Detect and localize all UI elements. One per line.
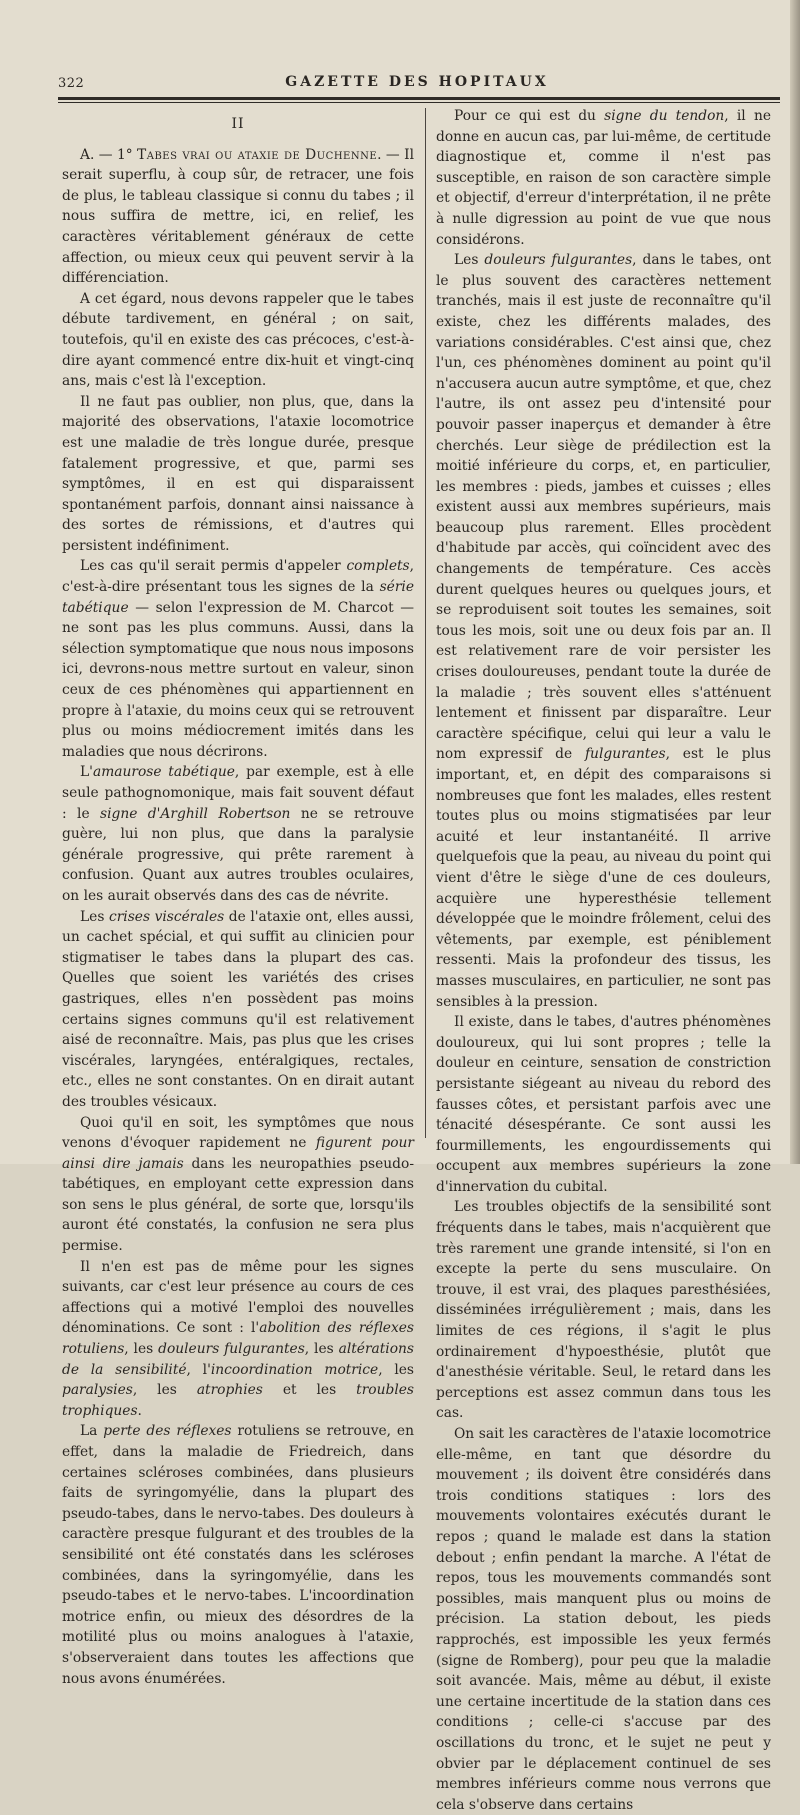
left-column — [62, 106, 414, 1689]
paragraph — [62, 392, 414, 557]
italic-text: douleurs fulgurantes — [158, 1341, 305, 1358]
text-run: A cet égard, nous devons rappeler que le tabes débute tardivement, en général ; on sait, toutefois, qu'il en existe des cas précoces, c'est-à-dire ayant commencé entre dix-huit et vingt-cinq ans, mais c'est là l'exception. — [62, 290, 414, 390]
paragraph — [436, 1424, 771, 1815]
paragraph — [62, 1113, 414, 1257]
italic-text: signe du tendon — [604, 108, 725, 124]
text-run: de l'ataxie ont, elles aussi, un cachet spécial, et qui suffit au clinicien pour stigmatiser le tabes dans la plupart des cas. Quelles que soient les variétés des crises gastriques, elles n'en possèdent pas moins certains signes communs qu'il est relativement aisé de reconnaître. Mais, pas plus que les crises viscérales, laryngées, entéralgiques, rectales, etc., elles ne sont constantes. On en dirait autant des troubles vésicaux. — [62, 908, 414, 1110]
text-run: Quoi qu'il en soit, les symptômes que nous venons d'évoquer rapidement ne — [62, 1114, 414, 1152]
text-run: , dans le tabes, ont le plus souvent des caractères nettement tranchés, mais il est juste de reconnaître qu'il existe, chez les différents malades, des variations considérables. C'est ainsi que, chez l'un, ces phénomènes dominent au point qu'il n'accusera aucun autre symptôme, et que, chez l'autre, ils ont assez peu d'intensité pour pouvoir passer inaperçus et demander à être cherchés. Leur siège de prédilection est la moitié inférieure du corps, et, en particulier, les membres : pieds, jambes et cuisses ; elles existent aussi aux membres supérieurs, mais beaucoup plus rarement. Elles procèdent d'habitude par accès, qui coïncident avec des changements de température. Ces accès durent quelques heures ou quelques jours, et se reproduisent soit toutes les semaines, soit tous les mois, soit une ou deux fois par an. Il est relativement rare de voir persister les crises douloureuses, pendant toute la durée de la maladie ; très souvent elles s'atténuent lentement et finissent par disparaître. Leur caractère spécifique, celui qui leur a valu le nom expressif de — [436, 252, 772, 763]
text-run: On sait les caractères de l'ataxie locomotrice elle-même, en tant que désordre du mouvement ; ils doivent être considérés dans trois conditions statiques : lors des mouvements volontaires exécutés durant le repos ; quand le malade est dans la station debout ; enfin pendant la marche. A l'état de repos, tous les mouvements commandés sont possibles, mais manquent plus ou moins de précision. La station debout, les pieds rapprochés, est impossible les yeux fermés (signe de Romberg), pour peu que la maladie soit avancée. Mais, même au début, il existe une certaine incertitude de la station dans ces conditions ; celle-ci s'accuse par des oscillations du tronc, et le sujet ne peut y obvier par le déplacement continuel de ses membres inférieurs comme nous verrons que cela s'observe dans certains — [436, 1426, 771, 1813]
small-caps-heading: Tabes vrai ou ataxie de Duchenne — [137, 146, 378, 163]
page-header — [58, 74, 776, 96]
text-run: , les — [304, 1341, 339, 1358]
text-run: et les — [262, 1382, 357, 1399]
column-divider — [425, 108, 426, 1138]
text-run: Il ne faut pas oublier, non plus, que, dans la majorité des observations, l'ataxie locomotrice est une maladie de très longue durée, presque fatalement progressive, et que, parmi ses symptômes, il en est qui disparaissent spontanément parfois, donnant ainsi naissance à des sortes de rémissions, et d'autres qui persistent indéfiniment. — [62, 393, 414, 554]
italic-text: atrophies — [196, 1382, 263, 1399]
italic-text: fulgurantes — [584, 746, 666, 763]
italic-text: série tabétique — [62, 579, 414, 616]
paragraph — [436, 1197, 771, 1424]
italic-text: paralysies — [62, 1382, 133, 1399]
section-number: II — [231, 116, 245, 132]
header-rule-thick — [58, 97, 780, 100]
page-edge-shadow — [790, 0, 800, 1164]
italic-text: complets — [346, 558, 410, 575]
text-run: L' — [80, 764, 93, 781]
text-run: La — [80, 1423, 104, 1440]
paragraph — [62, 556, 414, 762]
paragraph — [62, 145, 414, 289]
text-run: rotuliens se retrouve, en effet, dans la maladie de Friedreich, dans certaines scléroses combinées, dans plusieurs faits de syringomyélie, dans la plupart des pseudo-tabes, dans le nervo-tabes. Des douleurs à caractère presque fulgurant et des troubles de la sensibilité ont été constatés dans les scléroses combinées, dans la syringomyélie, dans les pseudo-tabes et le nervo-tabes. L'incoordination motrice enfin, ou mieux des désordres de la motilité plus ou moins analogues à l'ataxie, s'observeraient dans toutes les affections que nous avons énumérées. — [62, 1423, 414, 1687]
paragraph — [62, 762, 414, 906]
text-run: Les — [454, 252, 485, 269]
text-run: Il n'en est pas de même pour les signes suivants, car c'est leur présence au cours de ces affections qui a motivé l'emploi des nouvelles dénominations. Ce sont : l' — [62, 1258, 414, 1337]
text-run: Les cas qu'il serait permis d'appeler — [80, 558, 347, 575]
page-number: 322 — [58, 76, 85, 91]
paragraph — [62, 1421, 414, 1689]
italic-text: altérations de la sensibilité — [62, 1341, 414, 1378]
text-run: ne se retrouve guère, lui non plus, que dans la paralysie générale progressive, qui prête rarement à confusion. Quant aux autres troubles oculaires, on les aurait observés dans des cas de névrite. — [62, 805, 414, 904]
left-column-paragraphs — [62, 145, 414, 1690]
right-column-paragraphs — [436, 106, 771, 1815]
journal-title: GAZETTE DES HOPITAUX — [285, 74, 549, 90]
right-column — [436, 106, 771, 1815]
text-run: Pour ce qui est du — [454, 108, 605, 124]
text-run: . — Il serait superflu, à coup sûr, de retracer, une fois de plus, le tableau classique si connu du tabes ; il nous suffira de mettre, ici, en relief, les caractères véritablement généraux de cette affection, ou mieux ceux qui peuvent servir à la différenciation. — [62, 146, 414, 287]
italic-text: crises viscérales — [108, 908, 225, 925]
text-run: Les — [80, 908, 109, 925]
text-run: , par exemple, est à elle seule pathognomonique, mais fait souvent défaut : le — [62, 764, 414, 822]
text-run: — selon l'expression de M. Charcot — ne sont pas les plus communs. Aussi, dans la sélection symptomatique que nous nous imposons ici, devrons-nous mettre surtout en valeur, sinon ceux de ces phénomènes qui appartiennent en propre à l'ataxie, du moins ceux qui se retrouvent plus ou moins médiocrement imités dans les maladies que nous décrirons. — [62, 599, 414, 760]
text-run: , l' — [186, 1361, 211, 1378]
header-rule-thin — [58, 102, 780, 103]
text-run: dans les neuropathies pseudo-tabétiques, en employant cette expression dans son sens le plus général, de sorte que, lorsqu'ils auront été constatés, la confusion ne sera plus permise. — [62, 1155, 414, 1255]
italic-text: abolition des réflexes rotuliens — [62, 1320, 414, 1358]
italic-text: figurent pour ainsi dire jamais — [62, 1135, 414, 1172]
text-run: . — [137, 1402, 142, 1419]
italic-text: signe d'Arghill Robertson — [100, 805, 291, 822]
text-run: Il existe, dans le tabes, d'autres phénomènes douloureux, qui lui sont propres ; telle la douleur en ceinture, sensation de constriction persistante siégeant au niveau du rebord des fausses côtes, et persistant parfois avec une ténacité désespérante. Ce sont aussi les fourmillements, les engourdissements qui occupent aux membres supérieurs la zone d'innervation du cubital. — [436, 1014, 771, 1195]
text-run: , les — [132, 1382, 197, 1399]
text-run: , il ne donne en aucun cas, par lui-même, de certitude diagnostique et, comme il n'est pas susceptible, en raison de son caractère simple et objectif, d'erreur d'interprétation, il ne prête à nulle digression au point de vue que nous considérons. — [436, 108, 771, 248]
paragraph — [436, 1012, 771, 1197]
text-run: , les — [124, 1341, 159, 1358]
paragraph — [62, 289, 414, 392]
italic-text: troubles trophiques — [62, 1382, 414, 1419]
paragraph — [62, 1257, 414, 1422]
italic-text: perte des réflexes — [103, 1423, 232, 1440]
paragraph — [436, 250, 771, 1012]
italic-text: incoordination motrice — [210, 1361, 379, 1378]
paragraph — [436, 106, 771, 250]
italic-text: douleurs fulgurantes — [484, 252, 633, 269]
italic-text: amaurose tabétique — [92, 764, 235, 781]
text-run: , c'est-à-dire présentant tous les signes de la — [62, 558, 414, 596]
text-run: Les troubles objectifs de la sensibilité sont fréquents dans le tabes, mais n'acquièrent que très rarement une grande intensité, si l'on en excepte la perte du sens musculaire. On trouve, il est vrai, des plaques paresthésiées, disséminées irrégulièrement ; mais, dans les limites de ces régions, il s'agit le plus ordinairement d'hypoesthésie, plutôt que d'anesthésie véritable. Seul, le retard dans les perceptions est assez commun dans tous les cas. — [436, 1199, 771, 1422]
text-run: A. — 1° — [80, 146, 138, 163]
text-run: , les — [378, 1361, 414, 1378]
paragraph — [62, 907, 414, 1113]
text-run: , est le plus important, et, en dépit des comparaisons si nombreuses que font les malades, elles restent toutes plus ou moins stigmatisées par leur acuité et leur instantanéité. Il arrive quelquefois que la peau, au niveau du point qui vient d'être le siège d'une de ces douleurs, acquière une hyperesthésie tellement développée que le moindre frôlement, celui des vêtements, par exemple, est péniblement ressenti. Mais la profondeur des tissus, les masses musculaires, en particulier, ne sont pas sensibles à la pression. — [436, 746, 771, 1010]
